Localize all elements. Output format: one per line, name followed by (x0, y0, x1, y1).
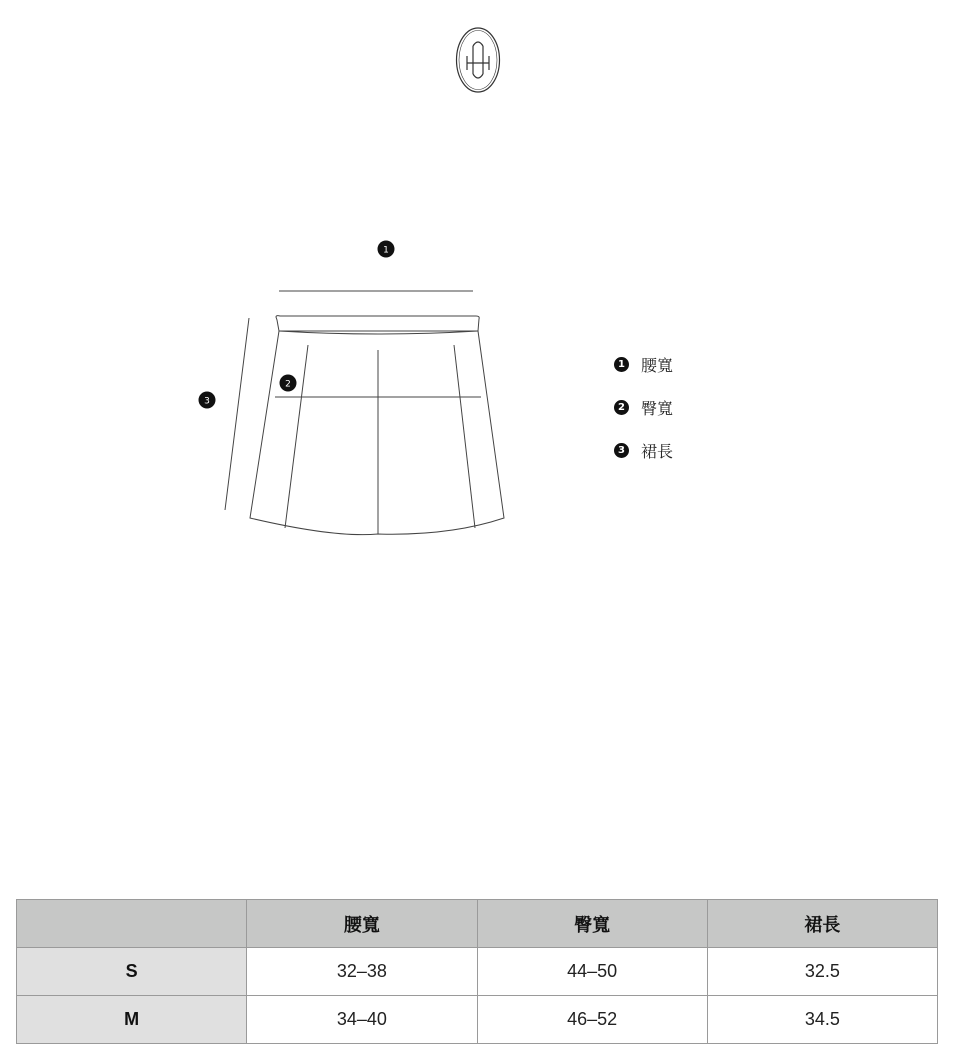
cell-waist: 34–40 (247, 996, 477, 1044)
legend-item-length (614, 440, 673, 461)
header-hip: 臀寬 (477, 900, 707, 948)
table-row (17, 996, 938, 1044)
measurement-legend (614, 354, 673, 483)
table-row (17, 948, 938, 996)
cell-size: S (17, 948, 247, 996)
cell-hip: 44–50 (477, 948, 707, 996)
legend-label: 腰寬 (641, 356, 674, 375)
svg-text:3: 3 (204, 396, 210, 407)
cell-size: M (17, 996, 247, 1044)
legend-number: 3 (614, 443, 629, 458)
size-chart-table (16, 899, 938, 1044)
marker-2 (280, 375, 297, 392)
cell-length: 34.5 (707, 996, 937, 1044)
marker-1 (378, 241, 395, 258)
svg-text:2: 2 (285, 379, 291, 390)
header-size (17, 900, 247, 948)
legend-number: 1 (614, 357, 629, 372)
svg-text:1: 1 (383, 245, 389, 256)
table-header-row (17, 900, 938, 948)
legend-number: 2 (614, 400, 629, 415)
legend-item-waist (614, 354, 673, 375)
length-measure-line (225, 318, 249, 510)
header-waist: 腰寬 (247, 900, 477, 948)
legend-label: 臀寬 (641, 399, 674, 418)
legend-label: 裙長 (641, 442, 674, 461)
skirt-outline (250, 316, 504, 535)
cell-waist: 32–38 (247, 948, 477, 996)
cell-hip: 46–52 (477, 996, 707, 1044)
header-length: 裙長 (707, 900, 937, 948)
legend-item-hip (614, 397, 673, 418)
cell-length: 32.5 (707, 948, 937, 996)
marker-3 (199, 392, 216, 409)
